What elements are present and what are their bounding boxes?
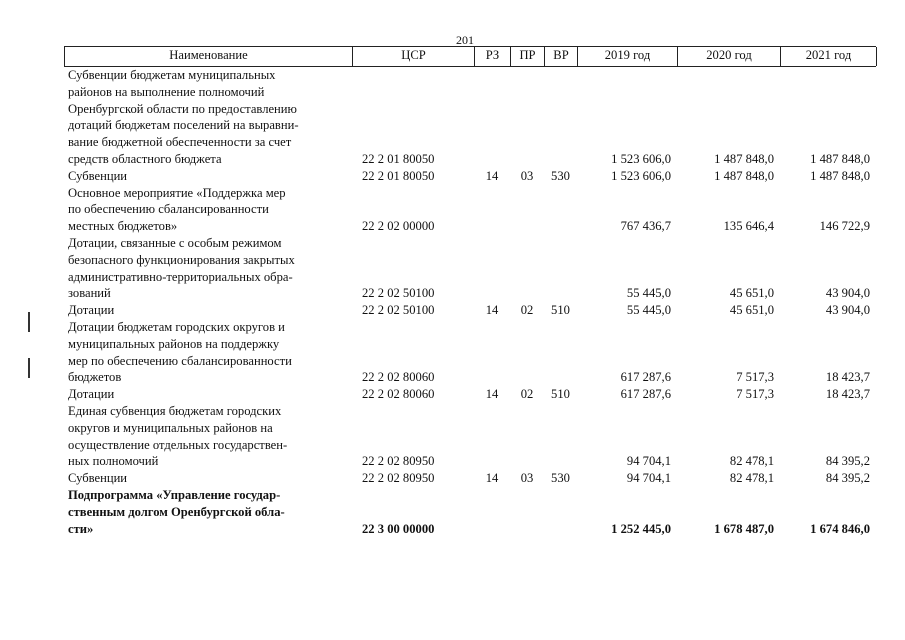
row-2021: 146 722,9: [819, 219, 870, 234]
row-pr: 03: [520, 471, 534, 486]
row-vr: 510: [551, 387, 570, 402]
row-2019: 55 445,0: [626, 303, 671, 318]
row-name-line: Дотации, связанные с особым режимом: [68, 235, 282, 250]
row-name-line: ственным долгом Оренбургской обла-: [68, 504, 285, 519]
row-name-line: Дотации: [68, 387, 115, 402]
row-2020: 45 651,0: [729, 303, 774, 318]
row-name: [64, 67, 352, 168]
row-2021: 18 423,7: [825, 370, 870, 385]
row-name-line: Дотации бюджетам городских округов и: [68, 319, 285, 334]
row-name: [64, 185, 352, 235]
row-name-line: муниципальных районов на поддержку: [68, 336, 280, 351]
row-name-line: районов на выполнение полномочий: [68, 84, 265, 99]
row-csr: 22 2 02 80950: [362, 471, 435, 486]
row-2021: 84 395,2: [825, 454, 870, 469]
row-name: [64, 487, 352, 537]
row-name-line: Основное мероприятие «Поддержка мер: [68, 185, 286, 200]
row-vr: 510: [551, 303, 570, 318]
budget-table: [64, 46, 876, 537]
row-name-line: средств областного бюджета: [68, 151, 222, 166]
row-pr: 02: [520, 303, 534, 318]
margin-mark: [28, 358, 30, 378]
row-name-line: вание бюджетной обеспеченности за счет: [68, 135, 292, 150]
row-name-line: Дотации: [68, 303, 115, 318]
table-row: [64, 470, 876, 487]
row-name-line: Субвенции: [68, 471, 128, 486]
header-2019: 2019 год: [578, 47, 678, 66]
row-name-line: Подпрограмма «Управление государ-: [68, 487, 281, 502]
row-name: [64, 319, 352, 386]
row-2019: 617 287,6: [620, 370, 671, 385]
row-name: [64, 386, 352, 403]
row-name-line: округов и муниципальных районов на: [68, 420, 273, 435]
row-2020: 7 517,3: [736, 387, 774, 402]
row-name-line: безопасного функционирования закрытых: [68, 252, 295, 267]
row-rz: 14: [485, 303, 499, 318]
table-row: [64, 67, 876, 168]
row-name-line: Единая субвенция бюджетам городских: [68, 403, 282, 418]
table-row: [64, 302, 876, 319]
row-name-line: административно-территориальных обра-: [68, 269, 293, 284]
row-2019: 1 523 606,0: [611, 151, 671, 166]
table-row: [64, 487, 876, 537]
header-2020: 2020 год: [678, 47, 781, 66]
row-2019: 1 252 445,0: [611, 521, 671, 536]
row-name-line: дотаций бюджетам поселений на выравни-: [68, 118, 299, 133]
row-csr: 22 2 02 80950: [362, 454, 435, 469]
row-2021: 43 904,0: [825, 303, 870, 318]
row-2020: 82 478,1: [729, 471, 774, 486]
row-csr: 22 2 02 80060: [362, 387, 435, 402]
row-2019: 617 287,6: [620, 387, 671, 402]
row-2020: 135 646,4: [723, 219, 774, 234]
header-pr: ПР: [511, 47, 545, 66]
row-csr: 22 2 02 50100: [362, 286, 435, 301]
row-name-line: Субвенции: [68, 168, 128, 183]
row-2021: 18 423,7: [825, 387, 870, 402]
header-name: Наименование: [65, 47, 353, 66]
table-row: [64, 319, 876, 386]
row-name: [64, 302, 352, 319]
row-2019: 55 445,0: [626, 286, 671, 301]
row-name: [64, 168, 352, 185]
row-name-line: мер по обеспечению сбалансированности: [68, 353, 292, 368]
row-name-line: ных полномочий: [68, 454, 159, 469]
row-name: [64, 235, 352, 302]
margin-mark: [28, 312, 30, 332]
table-row: [64, 185, 876, 235]
table-row: [64, 403, 876, 470]
table-body: [64, 67, 876, 537]
header-vr: ВР: [545, 47, 578, 66]
row-csr: 22 3 00 00000: [362, 521, 435, 536]
row-name: [64, 470, 352, 487]
row-rz: 14: [485, 471, 499, 486]
row-2021: 1 674 846,0: [810, 521, 870, 536]
row-vr: 530: [551, 168, 570, 183]
header-rz: РЗ: [475, 47, 511, 66]
row-name-line: бюджетов: [68, 370, 122, 385]
row-2021: 84 395,2: [825, 471, 870, 486]
row-2020: 82 478,1: [729, 454, 774, 469]
header-csr: ЦСР: [353, 47, 475, 66]
row-2021: 1 487 848,0: [810, 151, 870, 166]
row-2021: 43 904,0: [825, 286, 870, 301]
row-name-line: зований: [68, 286, 111, 301]
header-2021: 2021 год: [781, 47, 877, 66]
row-name-line: по обеспечению сбалансированности: [68, 202, 269, 217]
row-name-line: Субвенции бюджетам муниципальных: [68, 68, 276, 82]
row-name: [64, 403, 352, 470]
row-rz: 14: [485, 168, 499, 183]
row-csr: 22 2 02 50100: [362, 303, 435, 318]
table-row: [64, 168, 876, 185]
row-2019: 94 704,1: [626, 471, 671, 486]
row-2019: 1 523 606,0: [611, 168, 671, 183]
row-pr: 03: [520, 168, 534, 183]
table-row: [64, 235, 876, 302]
row-name-line: местных бюджетов»: [68, 219, 178, 234]
row-vr: 530: [551, 471, 570, 486]
row-rz: 14: [485, 387, 499, 402]
row-pr: 02: [520, 387, 534, 402]
row-csr: 22 2 01 80050: [362, 151, 435, 166]
row-2020: 1 487 848,0: [714, 168, 774, 183]
row-csr: 22 2 02 00000: [362, 219, 435, 234]
page-number: 201: [456, 33, 474, 47]
table-row: [64, 386, 876, 403]
table-header: [64, 46, 876, 67]
row-csr: 22 2 02 80060: [362, 370, 435, 385]
row-name-line: сти»: [68, 521, 94, 536]
row-2020: 45 651,0: [729, 286, 774, 301]
row-name-line: осуществление отдельных государствен-: [68, 437, 288, 452]
row-2021: 1 487 848,0: [810, 168, 870, 183]
row-2019: 94 704,1: [626, 454, 671, 469]
row-2020: 1 678 487,0: [714, 521, 774, 536]
row-2020: 1 487 848,0: [714, 151, 774, 166]
row-csr: 22 2 01 80050: [362, 168, 435, 183]
row-2019: 767 436,7: [620, 219, 671, 234]
row-2020: 7 517,3: [736, 370, 774, 385]
row-name-line: Оренбургской области по предоставлению: [68, 101, 297, 116]
